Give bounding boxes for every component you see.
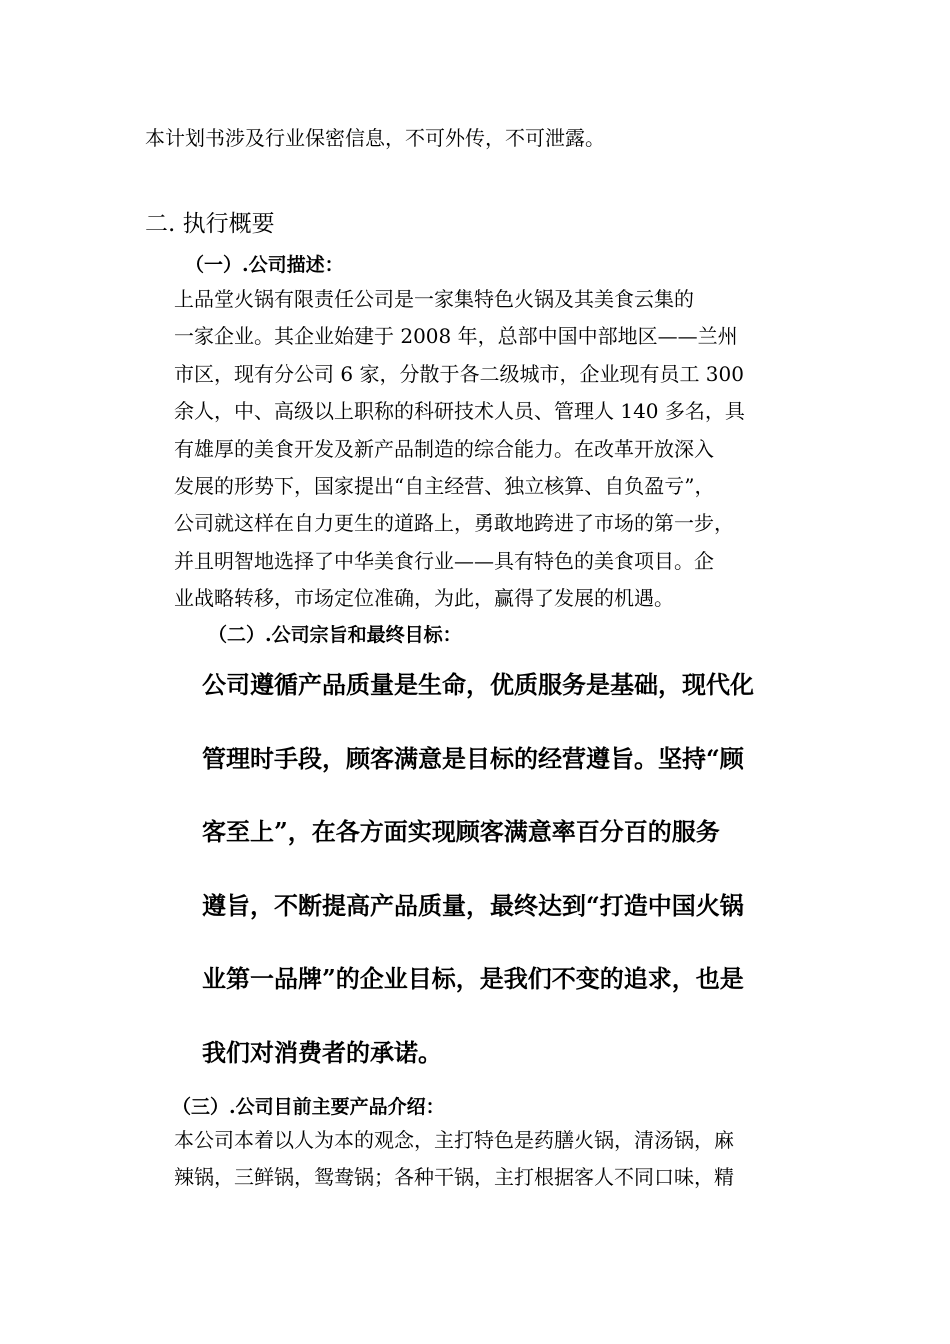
paragraph-line: 本公司本着以人为本的观念，主打特色是药膳火锅，清汤锅，麻 bbox=[174, 1128, 734, 1152]
paragraph-line: 发展的形势下，国家提出“自主经营、独立核算、自负盈亏”， bbox=[174, 473, 715, 498]
paragraph-line: 并且明智地选择了中华美食行业——具有特色的美食项目。企 bbox=[174, 548, 714, 573]
paragraph-line: 上品堂火锅有限责任公司是一家集特色火锅及其美食云集的 bbox=[174, 287, 694, 311]
mission-line: 客至上”，在各方面实现顾客满意率百分百的服务 bbox=[202, 817, 720, 846]
paragraph-line: 辣锅，三鲜锅，鸳鸯锅；各种干锅，主打根据客人不同口味，精 bbox=[174, 1165, 734, 1190]
subsection-heading-products: （三）.公司目前主要产品介绍： bbox=[172, 1096, 445, 1118]
mission-line: 管理时手段，顾客满意是目标的经营遵旨。坚持“顾 bbox=[202, 743, 744, 773]
subsection-heading-mission: （二）.公司宗旨和最终目标： bbox=[208, 624, 462, 646]
subsection-heading-company-description: （一）.公司描述： bbox=[185, 254, 344, 276]
mission-statement bbox=[202, 663, 802, 1104]
mission-line: 业第一品牌”的企业目标，是我们不变的追求，也是 bbox=[202, 964, 744, 993]
section-title: 二. 执行概要 bbox=[145, 211, 275, 237]
products-paragraph bbox=[174, 1122, 794, 1197]
paragraph-line: 一家企业。其企业始建于 2008 年，总部中国中部地区——兰州 bbox=[174, 324, 738, 349]
mission-line: 我们对消费者的承诺。 bbox=[202, 1037, 442, 1067]
mission-line: 公司遵循产品质量是生命，优质服务是基础，现代化 bbox=[202, 670, 754, 699]
company-description-paragraph bbox=[174, 281, 794, 618]
paragraph-line: 市区，现有分公司 6 家，分散于各二级城市，企业现有员工 300 bbox=[174, 361, 744, 386]
paragraph-line: 余人，中、高级以上职称的科研技术人员、管理人 140 多名，具 bbox=[174, 399, 745, 424]
paragraph-line: 公司就这样在自力更生的道路上，勇敢地跨进了市场的第一步， bbox=[174, 511, 734, 536]
paragraph-line: 业战略转移，市场定位准确，为此，赢得了发展的机遇。 bbox=[174, 586, 674, 611]
confidential-notice: 本计划书涉及行业保密信息，不可外传，不可泄露。 bbox=[145, 126, 605, 150]
mission-line: 遵旨，不断提高产品质量，最终达到“打造中国火锅 bbox=[202, 890, 744, 920]
paragraph-line: 有雄厚的美食开发及新产品制造的综合能力。在改革开放深入 bbox=[174, 436, 714, 461]
